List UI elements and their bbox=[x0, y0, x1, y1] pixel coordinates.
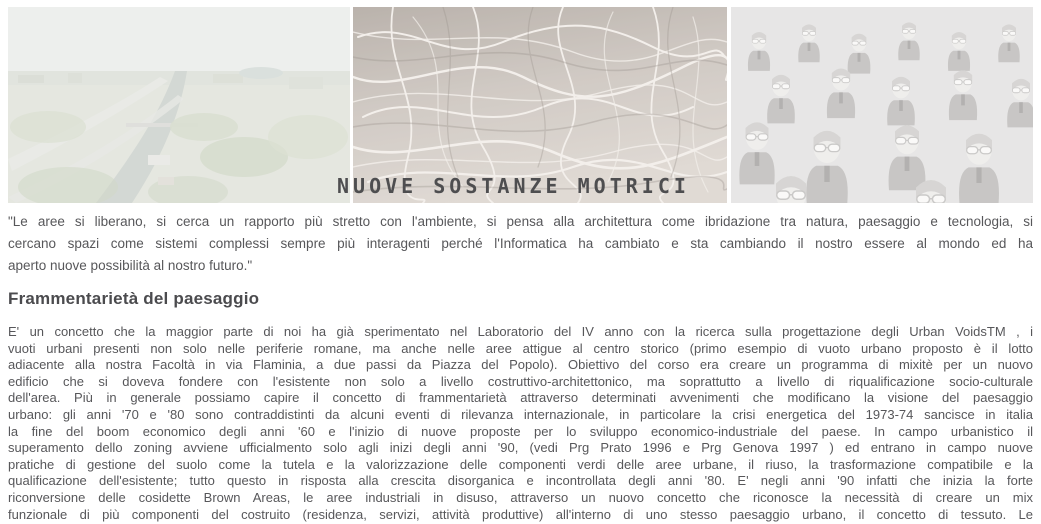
body-line: riconversione delle cosidette Brown Areas, le aree industriali in disuso, attraverso un nuovo concetto che riconosce la necessità di creare un mix bbox=[8, 489, 1033, 505]
quote-line: cercano spazi come sistemi complessi sempre più interagenti perché l'Informatica ha cambiato e sta cambiando il nostro essere al mondo ed ha bbox=[8, 236, 1033, 251]
body-line: urbano: gli anni '70 e '80 sono contraddistinti da alcuni eventi di rilevanza internazionale, in particolare la crisi energetica del 1973-74 sancisce in italia bbox=[8, 406, 1033, 422]
body-line: qualificazione dell'esistente; tutto questo in risposta alla crescita disorganica e incontrollata degli anni '80. E' negli anni '90 infatti che inizia la forte bbox=[8, 473, 1033, 489]
body-line: E' un concetto che la maggior parte di noi ha già sperimentato nel Laboratorio del IV anno con la ricerca sulla progettazione degli Urban VoidsTM , i bbox=[8, 324, 1033, 339]
body-line: pratiche di gestione del suolo come la tutela e la valorizzazione delle componenti verdi delle aree urbane, il riuso, la trasformazione compatibile e la bbox=[8, 456, 1033, 472]
body-line: edificio che si doveva fondere con l'esistente non solo a livello costruttivo-architettonico, ma soprattutto a livello di riqualificazione socio-culturale bbox=[8, 373, 1033, 389]
section-heading: Frammentarietà del paesaggio bbox=[8, 289, 260, 308]
header-image-strip bbox=[8, 7, 1033, 203]
body-paragraph bbox=[8, 324, 1033, 523]
aerial-city-photo bbox=[8, 7, 350, 203]
body-line: adiacente alla nostra Facoltà in via Flaminia, a due passi da Piazza del Popolo). Obiettivo del corso era creare un programma di mixitè per un nuovo bbox=[8, 357, 1033, 373]
body-line: dell'area. Più in generale possiamo capire il concetto di frammentarietà attraverso determinati avvenimenti che modificano la visione del paesaggio bbox=[8, 390, 1033, 406]
quote-line: aperto nuove possibilità al nostro futuro." bbox=[8, 258, 253, 273]
quote-line: "Le aree si liberano, si cerca un rapporto più stretto con l'ambiente, si pensa alla architettura come ibridazione tra natura, paesaggio e tecnologia, si bbox=[8, 214, 1033, 229]
audience-3d-glasses-photo bbox=[731, 7, 1033, 203]
page-title: NUOVE SOSTANZE MOTRICI bbox=[337, 174, 690, 198]
body-line: la fine del boom economico degli anni '60 e l'inizio di nuove proposte per lo sviluppo economico-industriale del paese. In campo urbanistico il bbox=[8, 423, 1033, 439]
body-line: funzionale di più componenti del costruito (residenza, servizi, attività produttive) all'interno di uno stesso paesaggio urbano, il concetto di tessuto. Le bbox=[8, 506, 1033, 522]
intro-quote bbox=[8, 211, 1033, 277]
body-line: vuoti urbani presenti non solo nelle periferie romane, ma anche nelle aree attigue al centro storico (primo esempio di vuoto urbano proposto è il lotto bbox=[8, 340, 1033, 356]
body-line: superamento dello zoning avviene ufficialmento solo agli inizi degli anni '90, (vedi Prg Prato 1996 e Prg Genova 1997 ) ed entrano in campo nuove bbox=[8, 440, 1033, 456]
